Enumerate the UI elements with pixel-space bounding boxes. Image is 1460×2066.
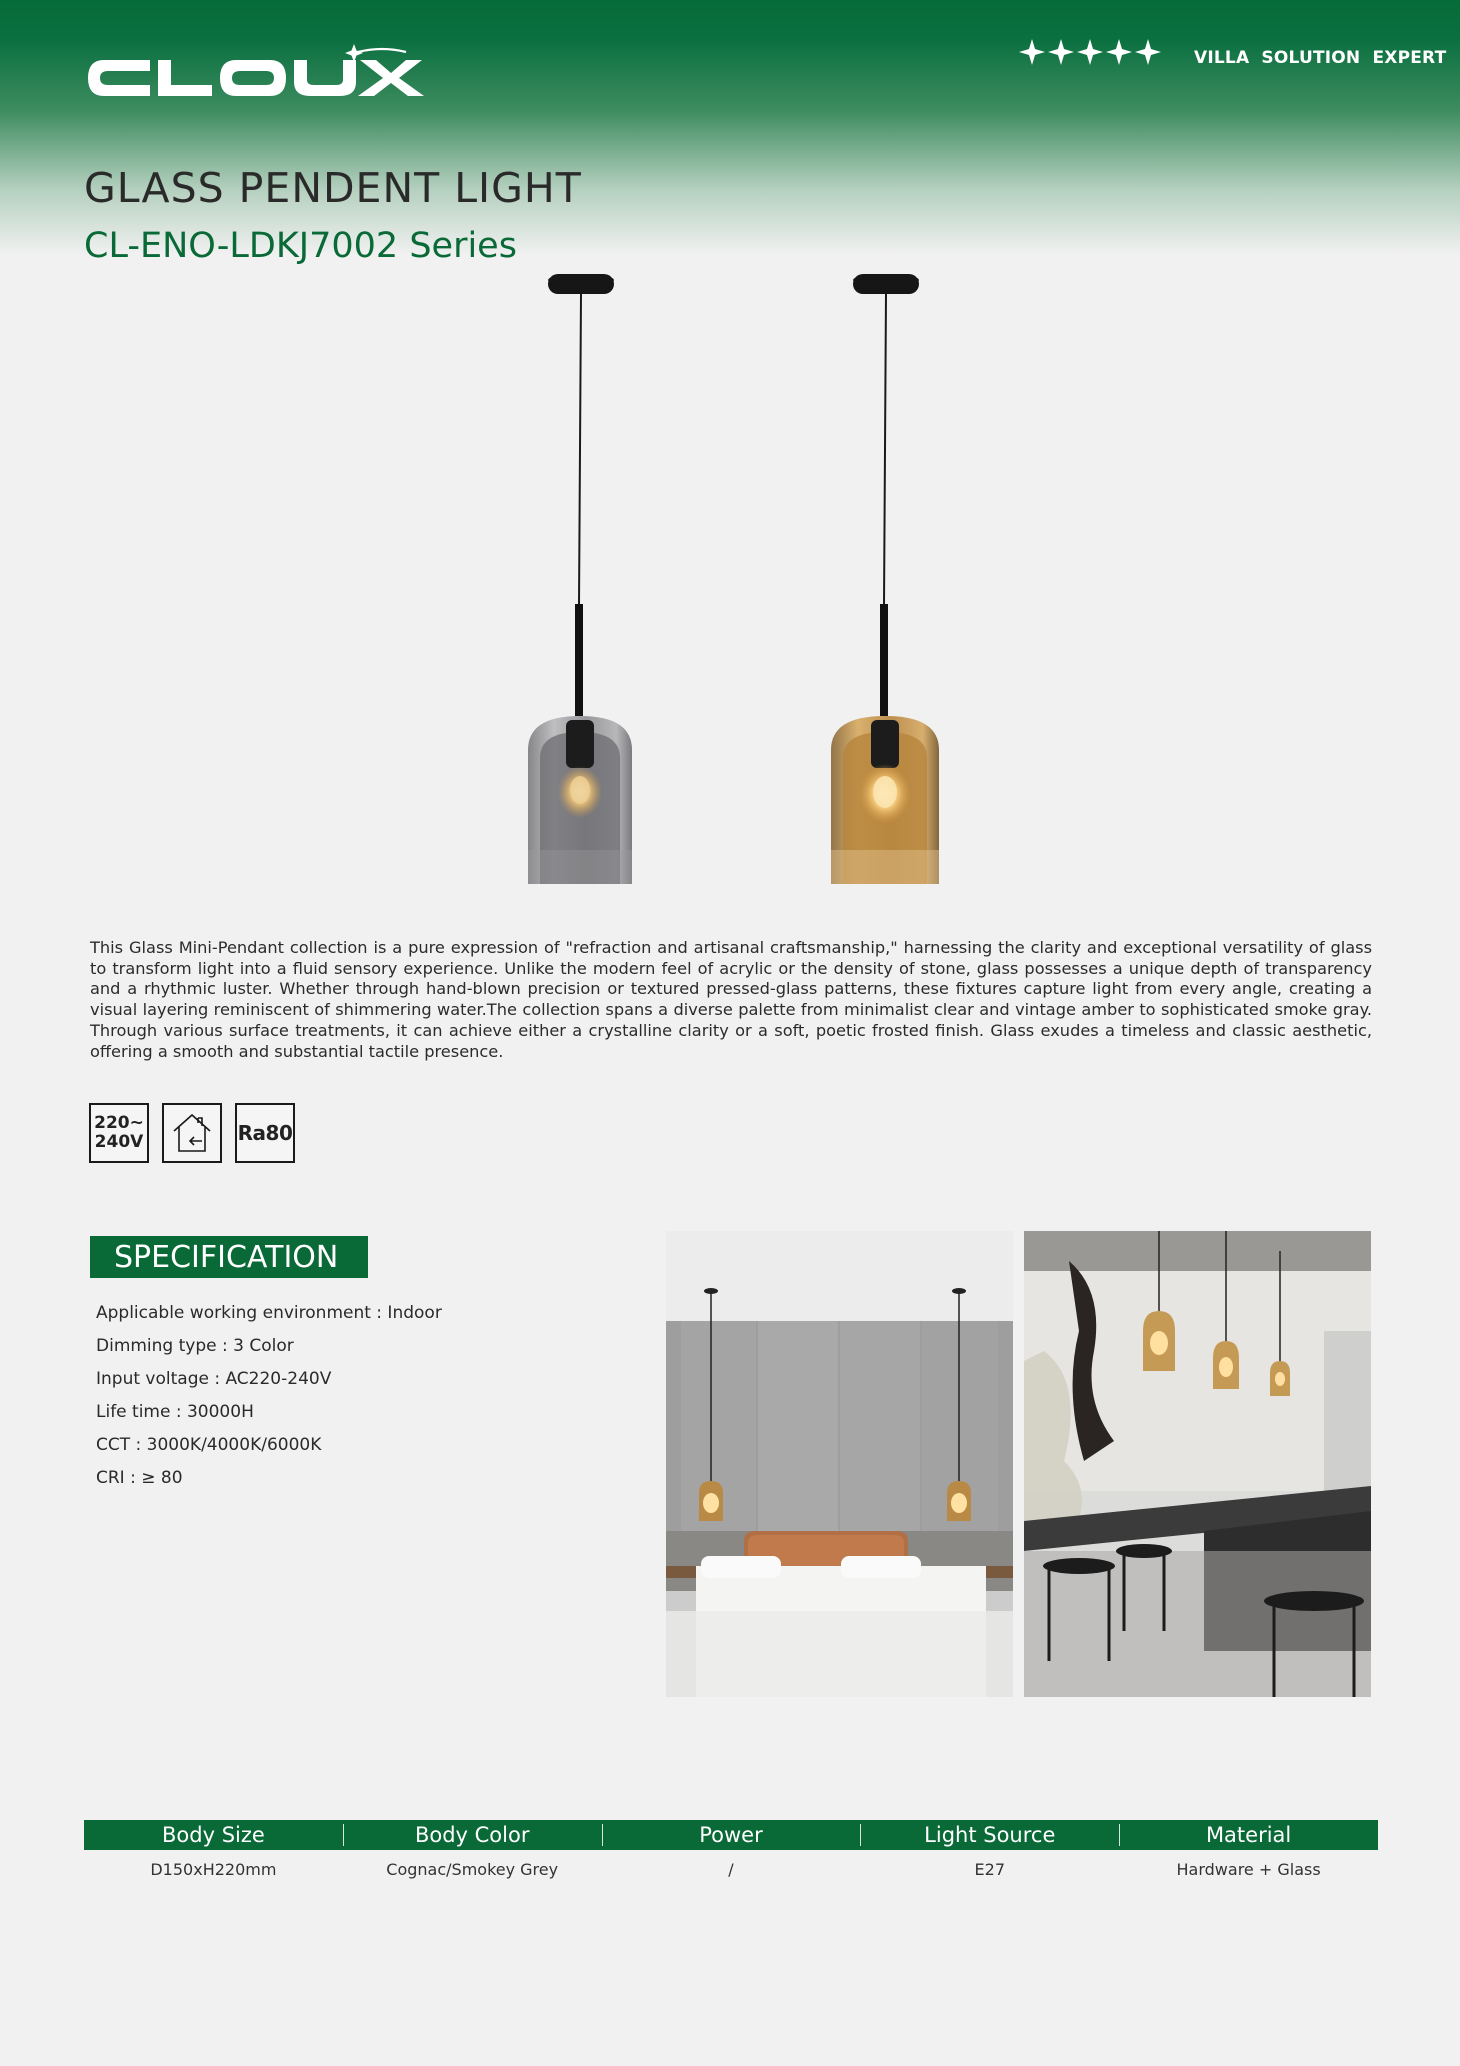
column-header: Light Source	[860, 1820, 1119, 1850]
product-photo	[500, 270, 960, 900]
dining-scene-photo	[1024, 1231, 1371, 1697]
table-header-row	[84, 1820, 1378, 1850]
table-cell: E27	[974, 1859, 1006, 1879]
rating-stars	[1018, 38, 1162, 78]
spec-item: Life time : 30000H	[96, 1402, 254, 1422]
table-cell: D150xH220mm	[150, 1859, 277, 1879]
spec-item: CCT : 3000K/4000K/6000K	[96, 1435, 322, 1455]
column-header: Body Size	[84, 1820, 343, 1850]
cri-badge: Ra80	[235, 1103, 295, 1163]
product-description: This Glass Mini-Pendant collection is a pure expression of "refraction and artisanal craftsmanship," harnessing the clarity and exceptional versatility of glass to transform light into a fluid sensory experience. Unlike the modern feel of acrylic or the density of stone, glass possesses a unique depth of transparency and a rhythmic luster. Whether through hand-blown precision or textured pressed-glass patterns, these fixtures capture light from every angle, creating a visual layering reminiscent of shimmering water.The collection spans a diverse palette from minimalist clear and vintage amber to sophisticated smoke gray. Through various surface treatments, it can achieve either a crystalline clarity or a soft, poetic frosted finish. Glass exudes a timeless and classic aesthetic, offering a smooth and substantial tactile presence.	[90, 938, 1372, 1061]
specification-list	[96, 1303, 442, 1501]
table-cell: Cognac/Smokey Grey	[386, 1859, 559, 1879]
product-title: GLASS PENDENT LIGHT	[84, 164, 582, 212]
table-row	[84, 1850, 1378, 1888]
table-cell: Hardware + Glass	[1176, 1859, 1321, 1879]
feature-badges	[89, 1103, 295, 1163]
pendant-cognac	[831, 274, 939, 884]
spec-item: Dimming type : 3 Color	[96, 1336, 294, 1356]
indoor-house-icon	[162, 1103, 222, 1163]
column-header: Body Color	[343, 1820, 602, 1850]
star-icon	[1076, 38, 1104, 66]
specification-heading: SPECIFICATION	[90, 1236, 368, 1278]
header-banner	[0, 0, 1460, 260]
star-icon	[1047, 38, 1075, 66]
parameter-table	[84, 1820, 1378, 1888]
pendant-smokey-grey	[528, 274, 632, 884]
table-cell: /	[728, 1859, 734, 1879]
column-header: Material	[1119, 1820, 1378, 1850]
spec-item: Input voltage : AC220-240V	[96, 1369, 332, 1389]
column-header: Power	[602, 1820, 861, 1850]
tagline: VILLA SOLUTION EXPERT	[1194, 48, 1447, 68]
star-icon	[1105, 38, 1133, 66]
star-icon	[1134, 38, 1162, 66]
voltage-badge: 220~ 240V	[89, 1103, 149, 1163]
bedroom-scene-photo	[666, 1231, 1013, 1697]
spec-item: CRI : ≥ 80	[96, 1468, 183, 1488]
spec-item: Applicable working environment : Indoor	[96, 1303, 442, 1323]
brand-logo	[84, 42, 436, 102]
star-icon	[1018, 38, 1046, 66]
product-series: CL-ENO-LDKJ7002 Series	[84, 226, 517, 266]
